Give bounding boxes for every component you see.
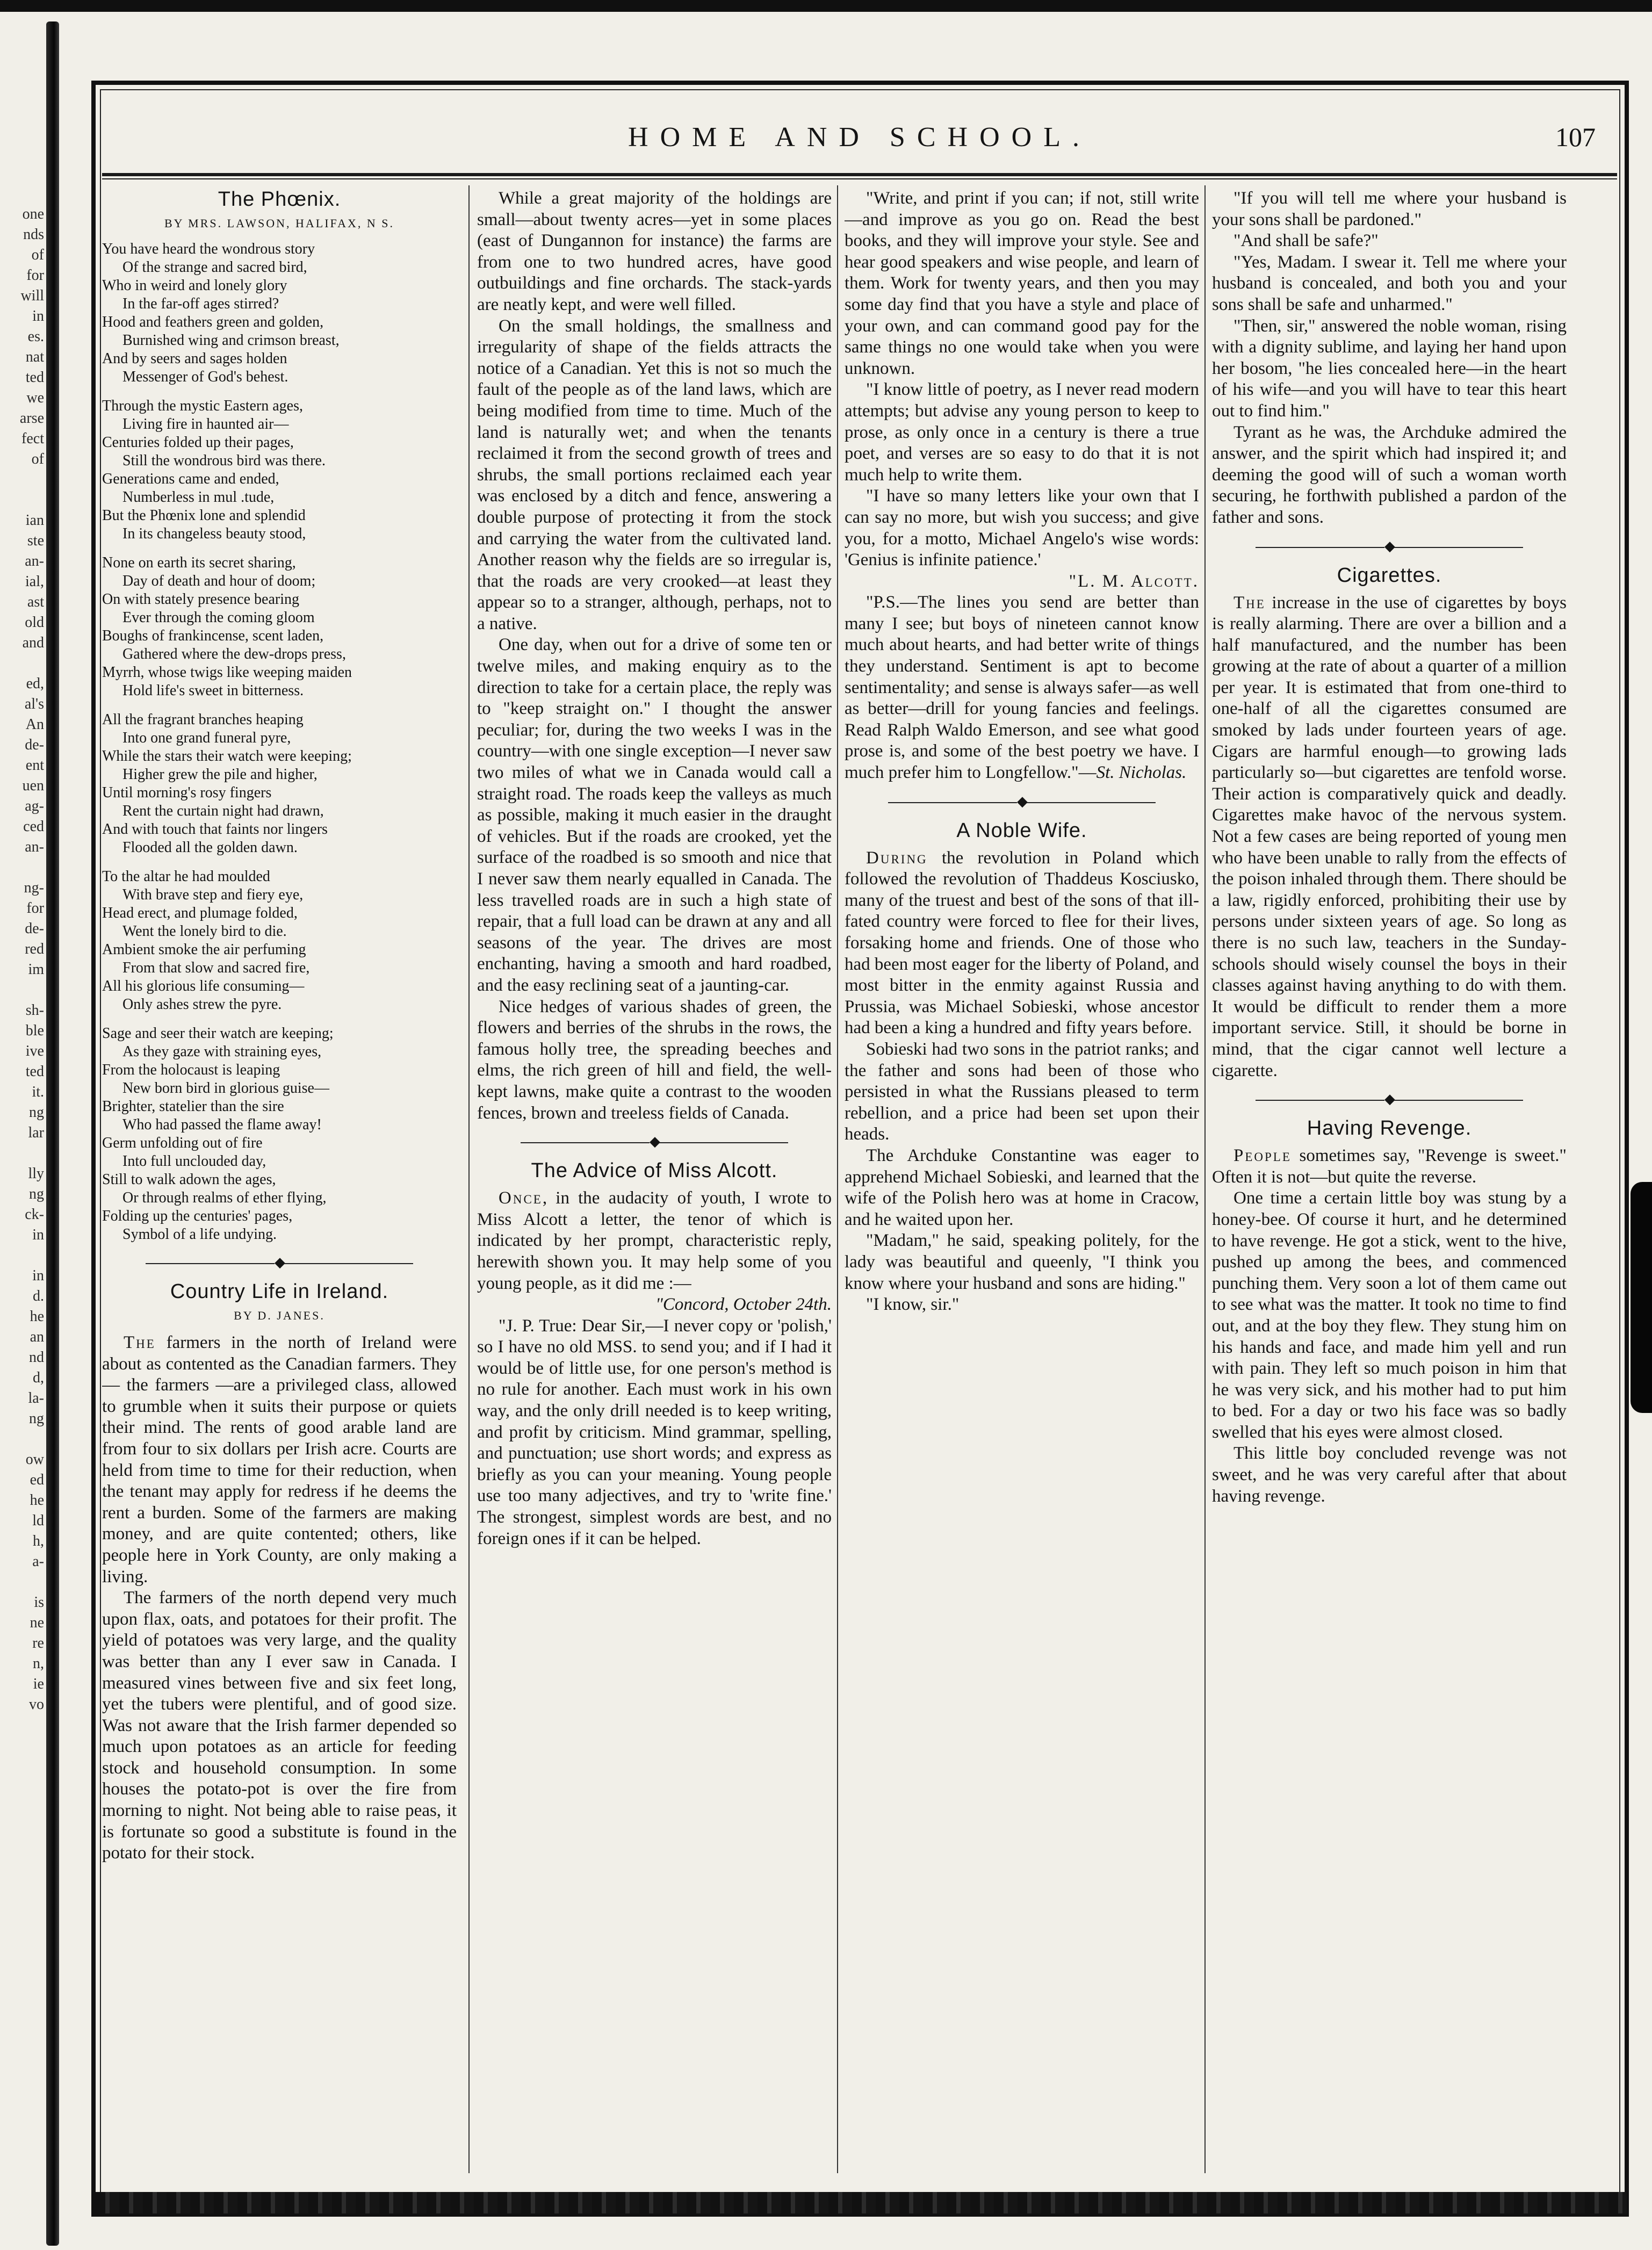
adjacent-page-fragment: of [31,247,44,263]
poem-line: Day of death and hour of doom; [122,573,316,589]
adjacent-page-fragment [20,653,44,674]
poem-phoenix [102,240,457,1244]
poem-line: Sage and seer their watch are keeping; [102,1025,334,1042]
adjacent-page-fragment: ste [27,532,44,549]
paragraph: "Then, sir," answered the noble woman, rising with a dignity sublime, and laying her hand upon her bosom, "he lies concealed here—in the heart of his wife—and you will have to tear this heart out to find him." [1212,316,1567,421]
adjacent-page-fragment [20,980,44,1000]
adjacent-page-fragment: ld [32,1512,44,1529]
bottom-page-rule [96,2192,1627,2213]
letter-dateline: "Concord, October 24th. [655,1295,832,1315]
adjacent-page-fragment: ie [33,1676,44,1692]
adjacent-page-fragment: in [32,1227,44,1243]
publication-title: HOME AND SCHOOL. [628,122,1091,153]
adjacent-page-fragment: an- [25,553,44,569]
adjacent-page-fragment [20,857,44,878]
adjacent-page-fragment: an- [25,839,44,855]
adjacent-page-fragment: arse [19,410,44,427]
poem-line: Flooded all the golden dawn. [122,839,298,856]
poem-line: While the stars their watch were keeping; [102,748,352,765]
section-divider: ◆ [1212,1091,1567,1107]
adjacent-page-fragment: de- [25,737,44,753]
paragraph: "If you will tell me where your husband is your sons shall be pardoned." [1212,189,1567,229]
poem-line: Hold life's sweet in bitterness. [122,682,304,699]
adjacent-page-fragment: ent [25,757,44,774]
adjacent-page-fragment: d, [33,1369,44,1386]
poem-line: Gathered where the dew-drops press, [122,646,346,662]
adjacent-page-fragment: ng [29,1104,44,1121]
adjacent-page-fragment: ck- [25,1206,44,1223]
adjacent-page-fragment: al's [24,696,44,712]
adjacent-page-fragment: for [26,267,44,284]
adjacent-page-fragment: ne [30,1614,44,1631]
poem-line: From the holocaust is leaping [102,1062,280,1078]
adjacent-page-fragment: vo [29,1696,44,1713]
paragraph: "Write, and print if you can; if not, still write—and improve as you go on. Read the best books, and they will improve your style. See and hear good speakers and wise people, and learn of them. Work for twenty years, and then you may some day find that you have a style and place of your own, and can command good pay for the same things no one would take when you were unknown. [845,189,1199,378]
adjacent-page-fragment [20,1143,44,1164]
article-body-noble-wife-cont [1212,188,1567,529]
adjacent-page-fragment: of [31,451,44,467]
adjacent-page-fragment: we [26,390,44,406]
adjacent-page-fragment: ted [25,369,44,386]
poem-line: Numberless in mul .tude, [122,489,275,506]
paragraph: "Madam," he said, speaking politely, for the lady was beautiful and queenly, "I think you know where your husband and sons are hiding." [845,1231,1199,1293]
poem-line: All the fragrant branches heaping [102,711,304,728]
section-divider: ◆ [1212,538,1567,554]
adjacent-page-fragment: ast [27,594,44,610]
adjacent-page-fragment [20,1572,44,1592]
poem-line: Who in weird and lonely glory [102,277,287,294]
poem-line: Living fire in haunted air— [122,416,289,432]
poem-line: All his glorious life consuming— [102,978,305,994]
article-title-noble-wife: A Noble Wife. [956,819,1087,842]
paragraph: "I have so many letters like your own that I can say no more, but wish you success; and give you, for a motto, Michael Angelo's wise words: 'Genius is infinite patience.' [845,486,1199,570]
paragraph: Tyrant as he was, the Archduke admired the answer, and the spirit which had inspired it; and deeming the good will of such a woman worth securing, he forthwith published a pardon of the father and sons. [1212,422,1567,527]
adjacent-page-fragment: re [32,1635,44,1652]
paragraph: While a great majority of the holdings are small—about twenty acres—yet in some places (east of Dungannon for instance) the farms are from one to two hundred acres, have good outbuildings and fine orchards. The stack-yards are neatly kept, and were well filled. [477,189,832,314]
adjacent-page-fragment: ed [30,1472,44,1488]
poem-line: Or through realms of ether flying, [122,1189,327,1206]
poem-stanza [102,868,457,1014]
paragraph: On the small holdings, the smallness and irregularity of shape of the fields attracts the notice of a Canadian. Yet this is not so much the fault of the people as of the land laws, which are being modified from time to time. Much of the land is naturally wet; and when the tenants reclaimed it from the second growth of trees and shrubs, the small portions reclaimed each year was enclosed by a ditch and fence, answering a double purpose of protecting it from the stock and carrying the water from the cultivated land. Another reason why the fields are so irregular is, that the roads are very crooked—at least they appear so to a stranger, although, perhaps, not to a native. [477,316,832,633]
adjacent-page-fragment: one [22,206,44,222]
poem-line: None on earth its secret sharing, [102,554,296,571]
adjacent-page-fragment: he [30,1308,44,1325]
paragraph: "And shall be safe?" [1233,231,1379,251]
page-number: 107 [1555,122,1596,152]
poem-line: New born bird in glorious guise— [122,1080,329,1097]
adjacent-page-fragment: an [30,1329,44,1345]
adjacent-page-fragment: fect [21,430,44,447]
adjacent-page-fragment: will [20,287,44,304]
poem-stanza [102,1025,457,1244]
paragraph: Nice hedges of various shades of green, the flowers and berries of the shrubs in the rows, the famous holly tree, the spreading beeches and elms, the rich green of hill and field, the well-kept lawns, make quite a contrast to the wooden fences, brown and treeless fields of Canada. [477,997,832,1123]
adjacent-page-fragment: for [26,900,44,917]
poem-line: Of the strange and sacred bird, [122,259,307,276]
adjacent-page-fragment: ow [25,1451,44,1468]
poem-line: Into full unclouded day, [122,1153,266,1170]
adjacent-page-fragment: d. [33,1288,44,1304]
poem-line: Until morning's rosy fingers [102,784,272,801]
adjacent-page-fragment [20,470,44,490]
poem-line: On with stately presence bearing [102,591,299,608]
column-1 [102,188,457,2169]
poem-line: In the far-off ages stirred? [122,295,279,312]
header-rule-thin [102,178,1617,179]
poem-line: Ambient smoke the air perfuming [102,941,306,958]
poem-line: Symbol of a life undying. [122,1226,277,1243]
poem-line: Germ unfolding out of fire [102,1135,263,1151]
poem-line: Burnished wing and crimson breast, [122,332,340,349]
page-edge-thumb-mark [1631,1182,1652,1413]
poem-stanza [102,240,457,386]
paragraph: "J. P. True: Dear Sir,—I never copy or 'polish,' so I have no old MSS. to send you; and if I had it would be of little use, for one person's method is no rule for another. Each must work in his own way, and the only drill needed is to keep writing, and profit by criticism. Mind grammar, spelling, and punctuation; use short words; and express as briefly as you can your meaning. Young people use too many adjectives, and try to 'write fine.' The strongest, simplest words are best, and no foreign ones if it can be helped. [477,1316,832,1548]
adjacent-page-strip [0,0,60,2250]
adjacent-page-fragment: in [32,308,44,324]
poem-line: Still the wondrous bird was there. [122,452,326,469]
adjacent-page-fragment: ced [23,818,44,835]
poem-line: To the altar he had moulded [102,868,270,885]
article-title-phoenix: The Phœnix. [218,188,341,211]
adjacent-page-fragment: old [25,614,44,631]
running-header [102,121,1617,170]
poem-line: Still to walk adown the ages, [102,1171,276,1188]
poem-line: Brighter, statelier than the sire [102,1098,284,1115]
adjacent-page-fragment: de- [25,920,44,937]
paragraph: "P.S.—The lines you send are better than many I see; but boys of nineteen cannot know much about hearts, and had better write of things they understand. Sentiment is apt to become sentimentality; and sense is always safer—as well as better—drill for young fancies and feelings. Read Ralph Waldo Emerson, and see what good prose is, and some of the best poetry we have. I much prefer him to Longfellow."—St. Nicholas. [845,593,1199,783]
adjacent-page-fragment: ian [25,512,44,529]
poem-line: Centuries folded up their pages, [102,434,294,451]
header-rule [102,173,1617,176]
top-page-rule [0,0,1652,12]
adjacent-page-fragment: ive [25,1043,44,1059]
poem-line: Went the lonely bird to die. [122,923,287,940]
byline-phoenix: BY MRS. LAWSON, HALIFAX, N S. [164,217,395,230]
column-3 [845,188,1199,2169]
paragraph: Once, in the audacity of youth, I wrote to Miss Alcott a letter, the tenor of which is indicated by her prompt, characteristic reply, herewith shown you. It may help some of you young people, as it did me :— [477,1188,832,1293]
paragraph: People sometimes say, "Revenge is sweet." Often it is not—but quite the reverse. [1212,1146,1567,1187]
byline-ireland: BY D. JANES. [234,1309,325,1322]
article-body-ireland [102,1332,457,1864]
poem-line: And by seers and sages holden [102,350,287,367]
article-body-ireland-cont [477,188,832,1124]
paragraph: One time a certain little boy was stung by a honey-bee. Of course it hurt, and he determined to have revenge. He got a stick, went to the hive, pushed up among the bees, and commenced punching them. Very soon a lot of them came out to see what was the matter. It took no time to find out, and at the boy they flew. They stung him on his hands and face, and made him yell and run with pain. They left so much poison in him that he was very sick, and his mother had to put him to bed. For a day or two his face was so badly swelled that his eyes were almost closed. [1212,1188,1567,1442]
paragraph: The farmers in the north of Ireland were about as contented as the Canadian farmers. They — the farmers —are a privileged class, allowed to grumble when it suits their purpose or quiets their mind. The rents of good arable land are from four to six dollars per Irish acre. Courts are held from time to time for their reduction, when the tenant may apply for redress if he deems the rent a burden. Some of the farmers are making money, and are quite contented; others, like people here in York County, are only making a living. [102,1333,457,1586]
adjacent-page-fragment: lar [28,1124,44,1141]
adjacent-page-fragment: a- [32,1553,44,1570]
section-divider: ◆ [477,1134,832,1150]
article-body-alcott [477,1188,832,1549]
page-binding-edge [46,21,59,2246]
adjacent-page-fragment: sh- [25,1002,44,1019]
paragraph: During the revolution in Poland which followed the revolution of Thaddeus Kosciusko, many of the truest and best of the sons of that ill-fated country were forced to flee for their lives, forsaking home and friends. One of those who had been most eager for the liberty of Poland, and most bitter in the enmity against Russia and Prussia, was Michael Sobieski, whose ancestor had been a king a hundred and fifty years before. [845,848,1199,1038]
adjacent-page-fragment [20,1429,44,1449]
paragraph: "Yes, Madam. I swear it. Tell me where your husband is concealed, and both you and your sons shall be safe and unharmed." [1212,252,1567,314]
poem-line: You have heard the wondrous story [102,241,315,257]
paragraph: The increase in the use of cigarettes by boys is really alarming. There are over a billion and a half manufactured, and the number has been growing at the rate of about a quarter of a million per year. It is estimated that from one-third to one-half of all the cigarettes consumed are smoked by lads under fourteen years of age. Cigars are harmful enough—to growing lads particularly so—but cigarettes are tenfold worse. Their action is comparatively quick and deadly. Cigarettes make havoc of the nervous system. Not a few cases are being reported of young men who have been unable to rally from the effects of the poison inhaled through them. There should be a law, rigidly enforced, prohibiting their use by persons under sixteen years of age. So long as there is no such law, teachers in the Sunday-schools should wisely counsel the boys in their classes against having anything to do with them. It would be difficult to render them a more important service. Still, it should be borne in mind, that the cigar cannot well lecture a cigarette. [1212,593,1567,1080]
letter-signature: "L. M. Alcott. [1069,571,1199,591]
poem-line: Rent the curtain night had drawn, [122,803,324,819]
paragraph: "I know little of poetry, as I never read modern attempts; but advise any young person to keep to prose, as only once in a century is there a true poet, and verses are so easy to do that it is not much help to write them. [845,380,1199,485]
poem-line: As they gaze with straining eyes, [122,1043,322,1060]
adjacent-page-fragment: la- [28,1390,44,1407]
adjacent-page-fragment: ng [29,1186,44,1202]
paragraph: One day, when out for a drive of some ten or twelve miles, and making enquiry as to the direction to take for a certain place, the reply was to "keep straight on." I thought the answer peculiar; for, during the two weeks I was in the country—with one single exception—I never saw two miles of what we in Canada would call a straight road. The roads keep the valleys as much as possible, making it much easier in the draught of vehicles. But if the roads are crooked, yet the surface of the roadbed is so smooth and nice that I never saw them nearly equalled in Canada. The less travelled roads are in such a high state of repair, that a full load can be drawn at any and all seasons of the year. The drives are most enchanting, having a smooth and hard roadbed, and the easy reclining seat of a jaunting-car. [477,635,832,995]
adjacent-page-fragment [20,490,44,510]
poem-line: Who had passed the flame away! [122,1116,322,1133]
poem-line: From that slow and sacred fire, [122,960,310,976]
adjacent-page-fragment: in [32,1267,44,1284]
poem-line: Higher grew the pile and higher, [122,766,318,783]
column-2 [477,188,832,2169]
poem-line: Folding up the centuries' pages, [102,1208,293,1224]
adjacent-page-fragment: uen [22,777,44,794]
adjacent-page-fragment: ted [25,1063,44,1080]
adjacent-page-fragment: ag- [25,798,44,814]
poem-line: Head erect, and plumage folded, [102,905,298,921]
adjacent-page-fragment: is [34,1594,44,1611]
poem-stanza [102,711,457,857]
adjacent-page-fragment [20,1245,44,1266]
poem-line: And with touch that faints nor lingers [102,821,328,838]
adjacent-page-fragment: An [25,716,44,733]
poem-line: Only ashes strew the pyre. [122,996,282,1013]
article-body-alcott-cont [845,188,1199,784]
paragraph: The farmers of the north depend very much upon flax, oats, and potatoes for their profit. The yield of potatoes was very large, and the quality was better than any I ever saw in Canada. I measured vines between five and six feet long, yet the tubers were plentiful, and of good size. Was not aware that the Irish farmer depended so much upon potatoes as an article for feeding stock and household consumption. In some houses the potato-pot is over the fire from morning to night. Not being able to raise peas, it is fortunate so good a substitute is found in the potato for their stock. [102,1588,457,1863]
poem-line: Myrrh, whose twigs like weeping maiden [102,664,352,681]
adjacent-page-fragment: ial, [25,573,44,590]
adjacent-page-fragment: ble [25,1022,44,1039]
poem-line: Through the mystic Eastern ages, [102,398,304,414]
article-body-cigarettes [1212,593,1567,1082]
adjacent-page-fragment: lly [28,1165,44,1182]
poem-line: Generations came and ended, [102,471,279,487]
poem-stanza [102,397,457,543]
column-rule [468,185,470,2173]
column-rule [1204,185,1206,2173]
adjacent-page-fragment: nd [29,1349,44,1366]
article-title-ireland: Country Life in Ireland. [170,1280,389,1303]
poem-line: In its changeless beauty stood, [122,525,306,542]
column-4 [1212,188,1567,2169]
adjacent-page-fragment: ng- [24,879,44,896]
poem-line: Hood and feathers green and golden, [102,314,324,330]
adjacent-page-text-fragments [20,204,44,1715]
poem-line: Messenger of God's behest. [122,369,288,385]
adjacent-page-fragment: nat [25,349,44,365]
column-rule [837,185,838,2173]
paragraph: This little boy concluded revenge was not sweet, and he was very careful after that about having revenge. [1212,1444,1567,1506]
article-title-revenge: Having Revenge. [1307,1117,1472,1140]
section-divider: ◆ [102,1254,457,1271]
adjacent-page-fragment: n, [33,1655,44,1672]
paragraph: The Archduke Constantine was eager to apprehend Michael Sobieski, and learned that the wife of the Polish hero was at home in Cracow, and he waited upon her. [845,1145,1199,1229]
adjacent-page-fragment: h, [33,1533,44,1549]
poem-line: Boughs of frankincense, scent laden, [102,628,324,644]
section-divider: ◆ [845,794,1199,810]
adjacent-page-fragment: and [22,634,44,651]
paragraph: Sobieski had two sons in the patriot ranks; and the father and sons had been of those who persisted in what the Russians pleased to term rebellion, and a price had been set upon their heads. [845,1039,1199,1144]
adjacent-page-fragment: es. [27,328,44,345]
article-body-revenge [1212,1145,1567,1507]
article-title-alcott: The Advice of Miss Alcott. [531,1159,778,1182]
adjacent-page-fragment: red [25,941,44,957]
article-title-cigarettes: Cigarettes. [1337,564,1442,587]
adjacent-page-fragment: he [30,1492,44,1509]
adjacent-page-fragment: ed, [26,675,44,692]
poem-line: Into one grand funeral pyre, [122,730,291,746]
paragraph: "I know, sir." [866,1295,960,1315]
article-body-noble-wife [845,848,1199,1316]
poem-line: Ever through the coming gloom [122,609,315,626]
poem-stanza [102,554,457,700]
adjacent-page-fragment: im [28,961,44,978]
poem-line: With brave step and fiery eye, [122,886,304,903]
adjacent-page-fragment: ng [29,1410,44,1427]
adjacent-page-fragment: it. [32,1084,44,1100]
poem-line: But the Phœnix lone and splendid [102,507,306,524]
adjacent-page-fragment: nds [23,226,44,243]
